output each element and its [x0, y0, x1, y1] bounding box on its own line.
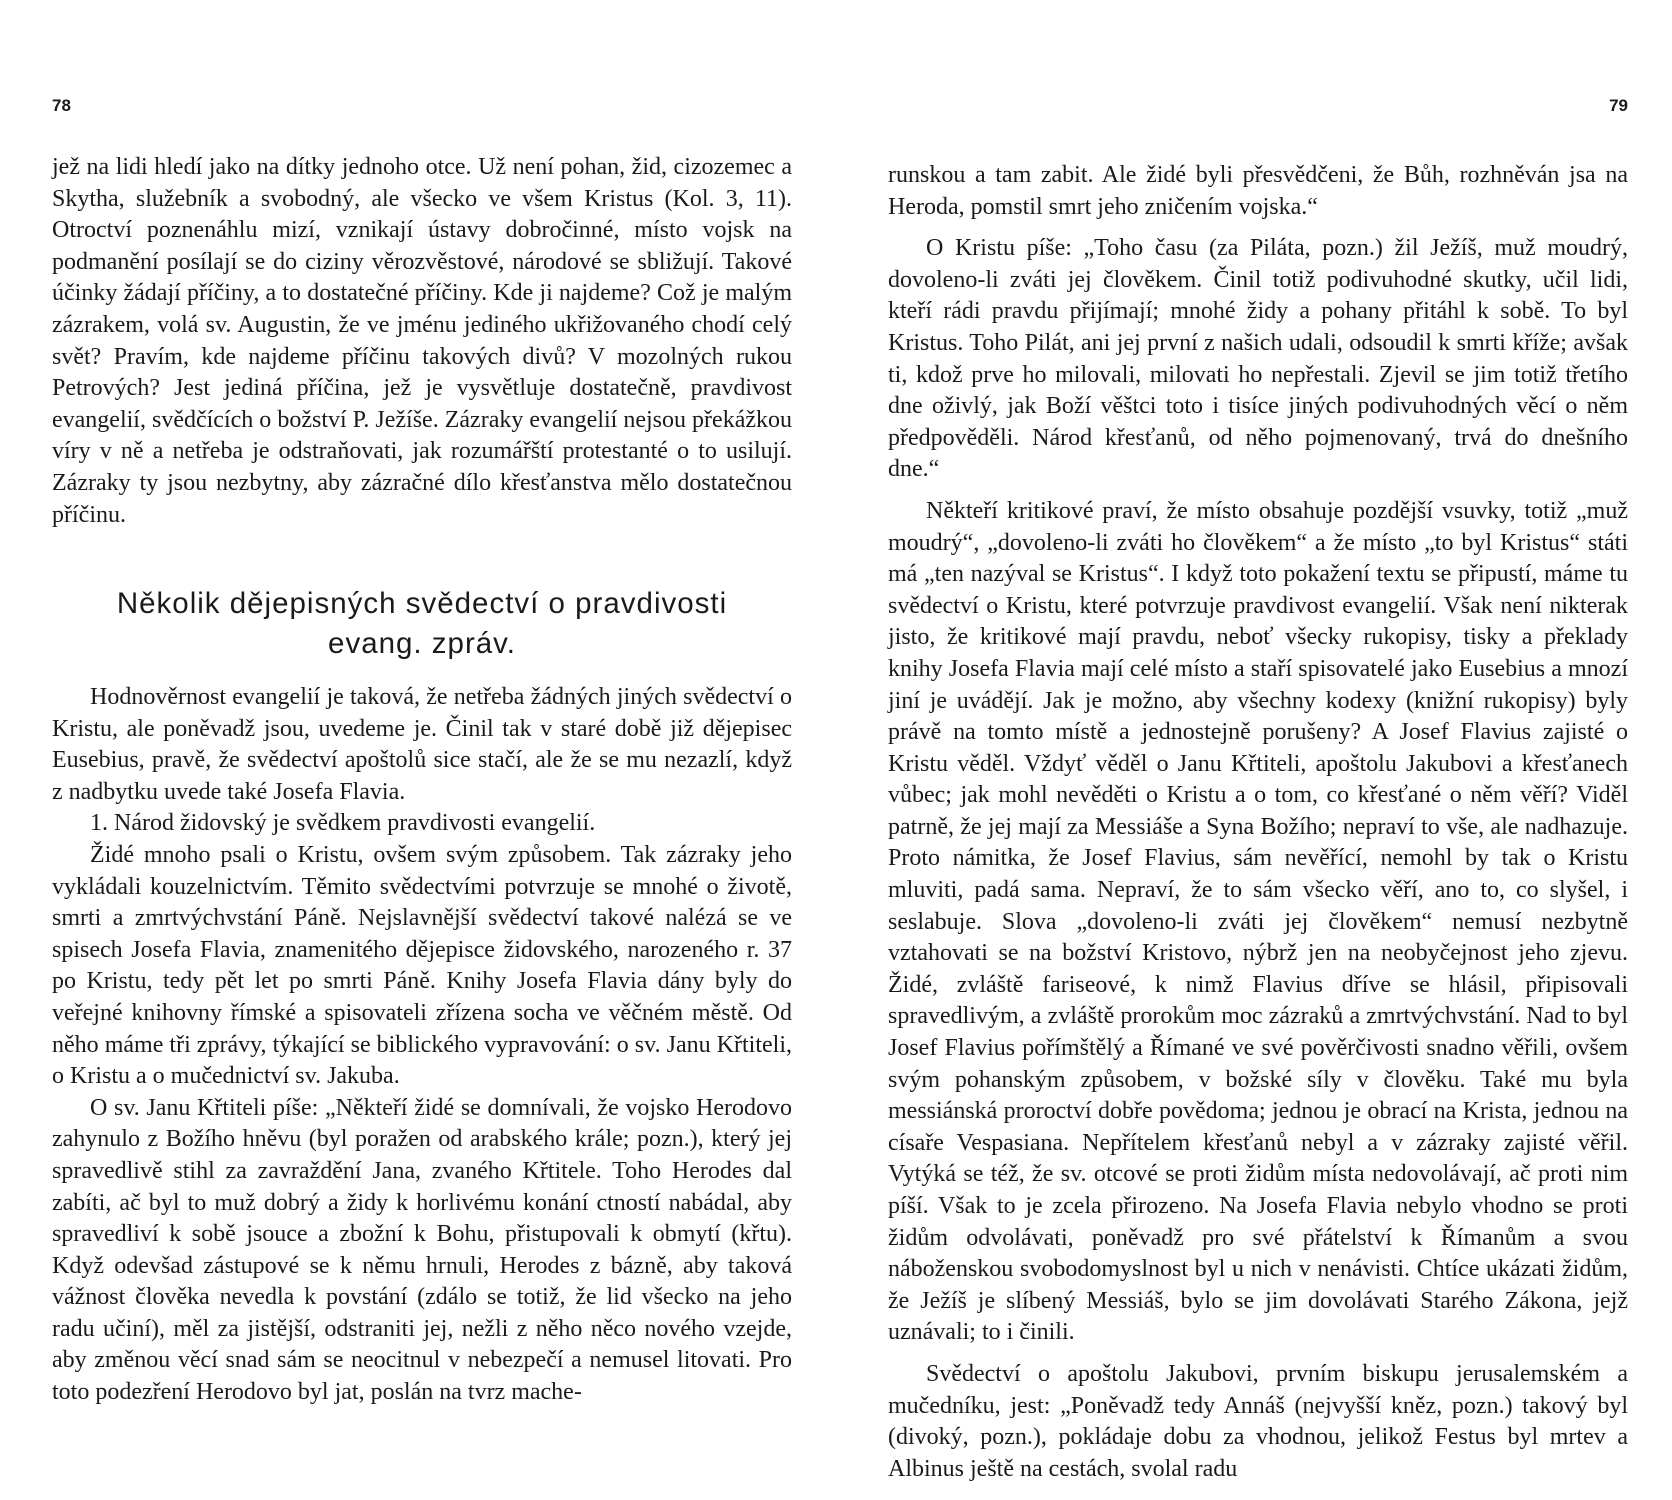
paragraph: O sv. Janu Křtiteli píše: „Někteří židé se domnívali, že vojsko Herodovo zahynulo z Božího hněvu (byl poražen od arabského krále; pozn.), který jej spravedlivě stihl za zavraždění Jana, zvaného Křtitele. Toho Herodes dal zabíti, ač byl to muž dobrý a židy k horlivému konání ctností nabádal, aby spravedliví k sobě jsouce a zbožní k Bohu, přistupovali k obmytí (křtu). Když odevšad zástupové se k němu hrnuli, Herodes z bázně, aby taková vážnost člověka nevedla k povstání (zdálo se totiž, že lid všecko na jeho radu učiní), měl za jistější, odstraniti jej, nežli z něho něco nového vzejde, aby změnou věcí snad sám se neocitnul v nebezpečí a nemusel litovati. Pro toto podezření Herodovo byl jat, poslán na tvrz mache- — [52, 1094, 792, 1406]
paragraph: O Kristu píše: „Toho času (za Piláta, pozn.) žil Ježíš, muž moudrý, dovoleno-li zváti jej člověkem. Činil totiž podivuhodné skutky, učil lidi, kteří rádi pravdu přijímají; mnohé židy a pohany přitáhl k sobě. To byl Kristus. Toho Pilát, ani jej první z našich udali, odsoudil k smrti kříže; avšak ti, kdož prve ho milovali, milovati ho nepřestali. Zjevil se jim totiž třetího dne oživlý, jak Boží věštci toto i tisíce jiných podivuhodných věcí o něm předpověděli. Národ křesťanů, od něho pojmenovaný, trvá do dnešního dne.“ — [888, 235, 1628, 483]
paragraph: runskou a tam zabit. Ale židé byli přesvědčeni, že Bůh, rozhněván jsa na Heroda, pomstil smrt jeho zničením vojska.“ — [888, 162, 1628, 220]
heading-line: Několik dějepisných svědectví o pravdivosti — [116, 587, 728, 620]
page-number: 79 — [1609, 96, 1628, 115]
section-body — [52, 682, 792, 1409]
paragraph: Židé mnoho psali o Kristu, ovšem svým způsobem. Tak zázraky jeho vykládali kouzelnictvím. Těmito svědectvími potvrzuje se mnohé o životě, smrti a zmrtvýchvstání Páně. Nejslavnější svědectví takové nalézá se ve spisech Josefa Flavia, znamenitého dějepisce židovského, narozeného r. 37 po Kristu, tedy pět let po smrti Páně. Knihy Josefa Flavia dány byly do veřejné knihovny římské a spisovateli zřízena socha ve věčném městě. Od něho máme tři zprávy, týkající se biblického vypravování: o sv. Janu Křtiteli, o Kristu a o mučednictví sv. Jakuba. — [52, 841, 792, 1090]
section-heading — [52, 584, 792, 664]
paragraph: Hodnověrnost evangelií je taková, že netřeba žádných jiných svědectví o Kristu, ale poněvadž jsou, uvedeme je. Činil tak v staré době již dějepisec Eusebius, pravě, že svědectví apoštolů sice stačí, ale že se mu nezazlí, když z nadbytku uvede také Josefa Flavia. — [52, 684, 792, 805]
page-body — [888, 160, 1628, 1485]
paragraph: Svědectví o apoštolu Jakubovi, prvním biskupu jerusalemském a mučedníku, jest: „Poněvadž tedy Annáš (nejvyšší kněz, pozn.) takový byl (divoký, pozn.), pokládaje dobu za vhodnou, jelikož Festus byl mrtev a Albinus ještě na cestách, svolal radu — [888, 1360, 1628, 1482]
paragraph: jež na lidi hledí jako na dítky jednoho otce. Už není pohan, žid, cizozemec a Skytha, služebník a svobodný, ale všecko ve všem Kristus (Kol. 3, 11). Otroctví poznenáhlu mizí, vznikají ústavy dobročinné, místo vojsk na podmanění posílají se do ciziny věrozvěstové, národové se sbližují. Takové účinky žádají příčiny, a to dostatečné příčiny. Kde ji najdeme? Což je malým zázrakem, volá sv. Augustin, že ve jménu jediného ukřižovaného chodí celý svět? Pravím, kde najdeme příčinu takových divů? V mozolných rukou Petrových? Jest jediná příčina, jež je vysvětluje dostatečně, pravdivost evangelií, svědčících o božství P. Ježíše. Zázraky evangelií nejsou překážkou víry v ně a netřeba je odstraňovati, jak rozumářští protestanté o to usilují. Zázraky ty jsou nezbytny, aby zázračné dílo křesťanstva mělo dostatečnou příčinu. — [52, 154, 792, 528]
paragraph: Někteří kritikové praví, že místo obsahuje pozdější vsuvky, totiž „muž moudrý“, „dovoleno-li zváti ho člověkem“ a že místo „to byl Kristus“ státi má „ten nazýval se Kristus“. I když toto pokažení textu se připustí, máme tu svědectví o Kristu, které potvrzuje pravdivost evangelií. Však není nikterak jisto, že kritikové mají pravdu, neboť všecky rukopisy, tisky a překlady knihy Josefa Flavia mají celé místo a staří spisovatelé jako Eusebius a mnozí jiní je uvádějí. Jak je možno, aby všechny kodexy (knižní rukopisy) byly právě na tomto místě a jednostejně porušeny? A Josef Flavius zajisté o Kristu věděl. Vždyť věděl o Janu Křtiteli, apoštolu Jakubovi a křesťanech vůbec; jak mohl nevěděti o Kristu a o tom, co křesťané o něm věří? Viděl patrně, že jej mají za Messiáše a Syna Božího; nepraví to vše, ale nadhazuje. Proto námitka, že Josef Flavius, sám nevěřící, nemohl by tak o Kristu mluviti, padá sama. Nepraví, že to sám všecko věří, ano to, co slyšel, i seslabuje. Slova „dovoleno-li zváti jej člověkem“ nemusí nezbytně vztahovati se na božství Kristovo, nýbrž jen na neobyčejnost jeho zjevu. Židé, zvláště fariseové, k nimž Flavius dříve se hlásil, připisovali spravedlivým, a zvláště prorokům moc zázraků a zmrtvýchvstání. Nad to byl Josef Flavius pořímštělý a Římané ve své pověrčivosti snadno věřili, ovšem svým pohanským způsobem, v božské síly v člověku. Také mu byla messiánská proroctví dobře povědoma; jednou je obrací na Krista, jednou na císaře Vespasiana. Nepřítelem křesťanů nebyl a v zázraky zajisté věřil. Vytýká se též, že sv. otcové se proti židům místa nedovolávají, ač proti nim píší. Však to je zcela přirozeno. Na Josefa Flavia nebylo vhodno se proti židům odvolávati, poněvadž pro své přátelství k Římanům a svou náboženskou svobodomyslnost byl u nich v nenávisti. Chtíce ukázati židům, že Ježíš je slíbený Messiáš, bylo se jim dovolávati Starého Zákona, jejž uznávali; to i činili. — [888, 497, 1628, 1346]
paragraph: 1. Národ židovský je svědkem pravdivosti evangelií. — [90, 810, 596, 837]
heading-line: evang. zpráv. — [328, 627, 516, 660]
page-number: 78 — [52, 96, 71, 115]
continuation-text — [52, 152, 792, 531]
